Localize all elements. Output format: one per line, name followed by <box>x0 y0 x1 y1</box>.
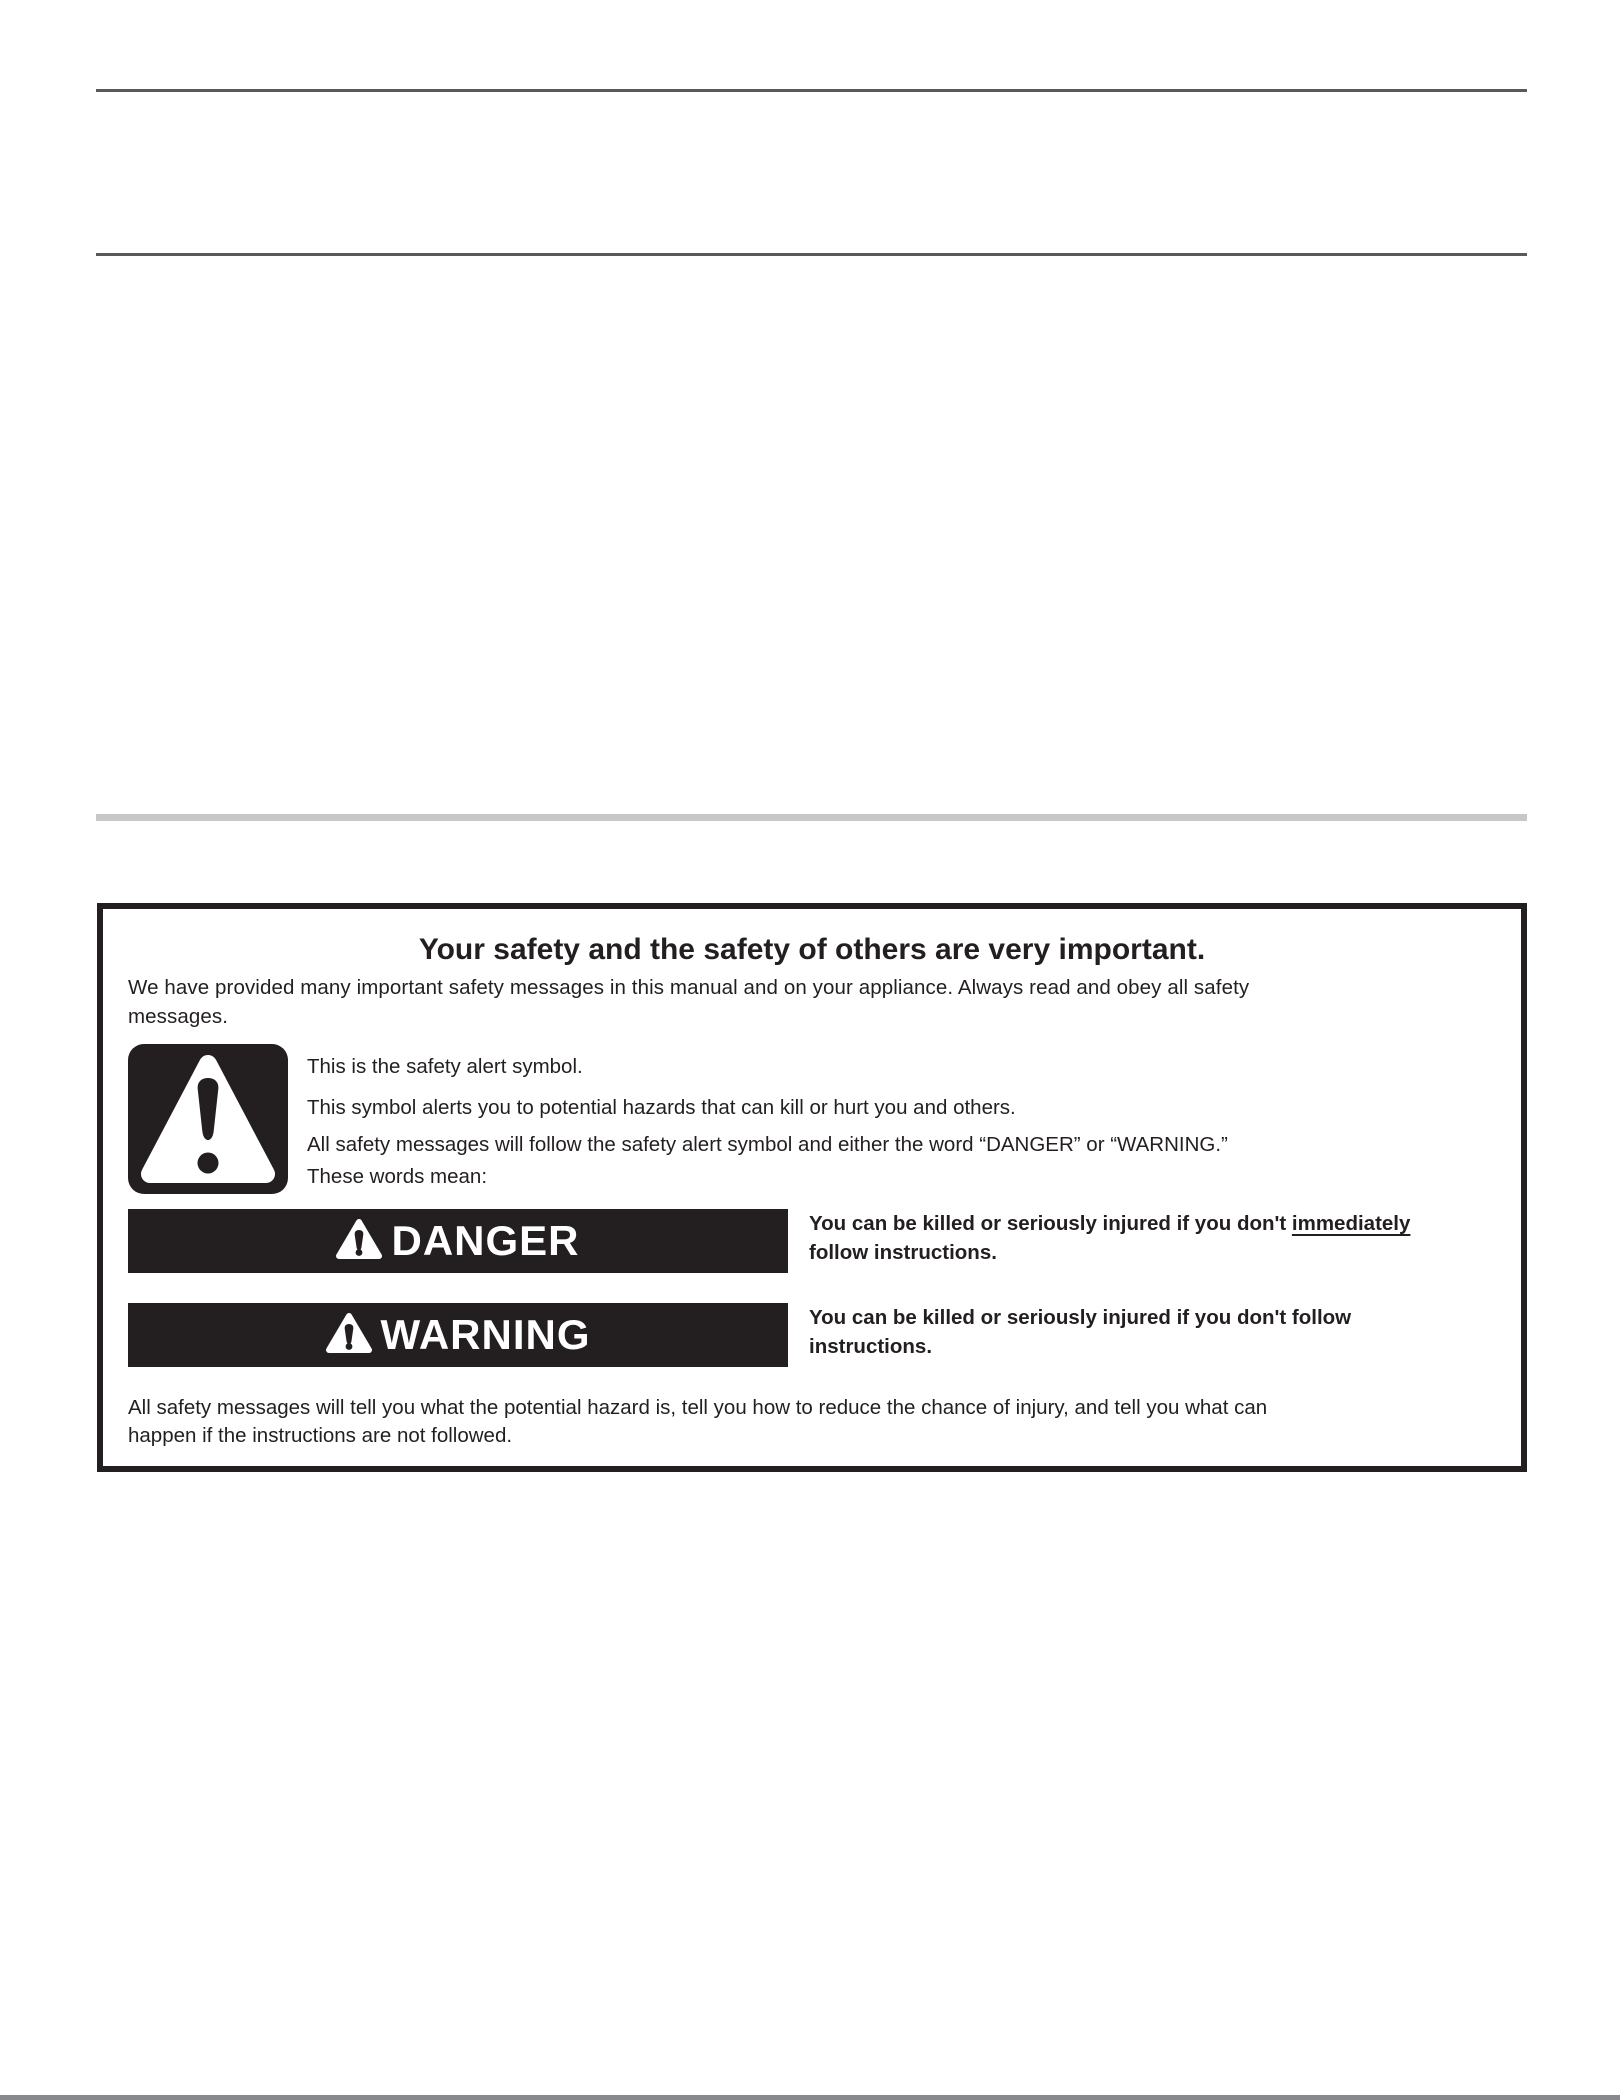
warning-triangle-icon <box>326 1312 372 1359</box>
top-rule-1 <box>96 89 1527 92</box>
safety-box-heading: Your safety and the safety of others are very important. <box>418 933 1206 966</box>
top-rule-2 <box>96 253 1527 256</box>
safety-intro-line2: messages. <box>128 1005 229 1028</box>
safety-intro-paragraph <box>128 973 1513 1031</box>
warning-desc-line1: You can be killed or seriously injured if you don't follow <box>809 1306 1352 1329</box>
safety-footer-line1: All safety messages will tell you what the potential hazard is, tell you how to reduce the chance of injury, and tell you what can <box>128 1396 1268 1419</box>
danger-description <box>809 1209 1525 1267</box>
alert-line: This symbol alerts you to potential hazards that can kill or hurt you and others. <box>307 1096 1016 1119</box>
safety-footer-paragraph <box>128 1394 1518 1450</box>
alert-line: All safety messages will follow the safety alert symbol and either the word “DANGER” or “WARNING.” <box>307 1133 1228 1156</box>
alert-line: This is the safety alert symbol. <box>307 1055 583 1078</box>
safety-alert-symbol-icon <box>128 1044 288 1194</box>
warning-label: WARNING <box>380 1311 591 1358</box>
danger-desc-prefix: You can be killed or seriously injured if you don't <box>809 1212 1292 1235</box>
safety-notice-box <box>97 903 1527 1472</box>
warning-banner <box>128 1303 788 1367</box>
danger-desc-underlined-word: immediately <box>1291 1212 1411 1235</box>
section-divider <box>96 814 1527 821</box>
danger-label: DANGER <box>391 1217 580 1264</box>
danger-banner <box>128 1209 788 1273</box>
safety-intro-line1: We have provided many important safety messages in this manual and on your appliance. Always read and obey all safety <box>128 976 1250 999</box>
warning-description <box>809 1303 1525 1361</box>
danger-triangle-icon <box>336 1218 382 1265</box>
safety-footer-line2: happen if the instructions are not followed. <box>128 1424 513 1447</box>
page-bottom-edge <box>0 2095 1620 2100</box>
danger-desc-line2: follow instructions. <box>809 1241 997 1264</box>
warning-desc-line2: instructions. <box>809 1335 933 1358</box>
alert-line: These words mean: <box>307 1165 488 1188</box>
